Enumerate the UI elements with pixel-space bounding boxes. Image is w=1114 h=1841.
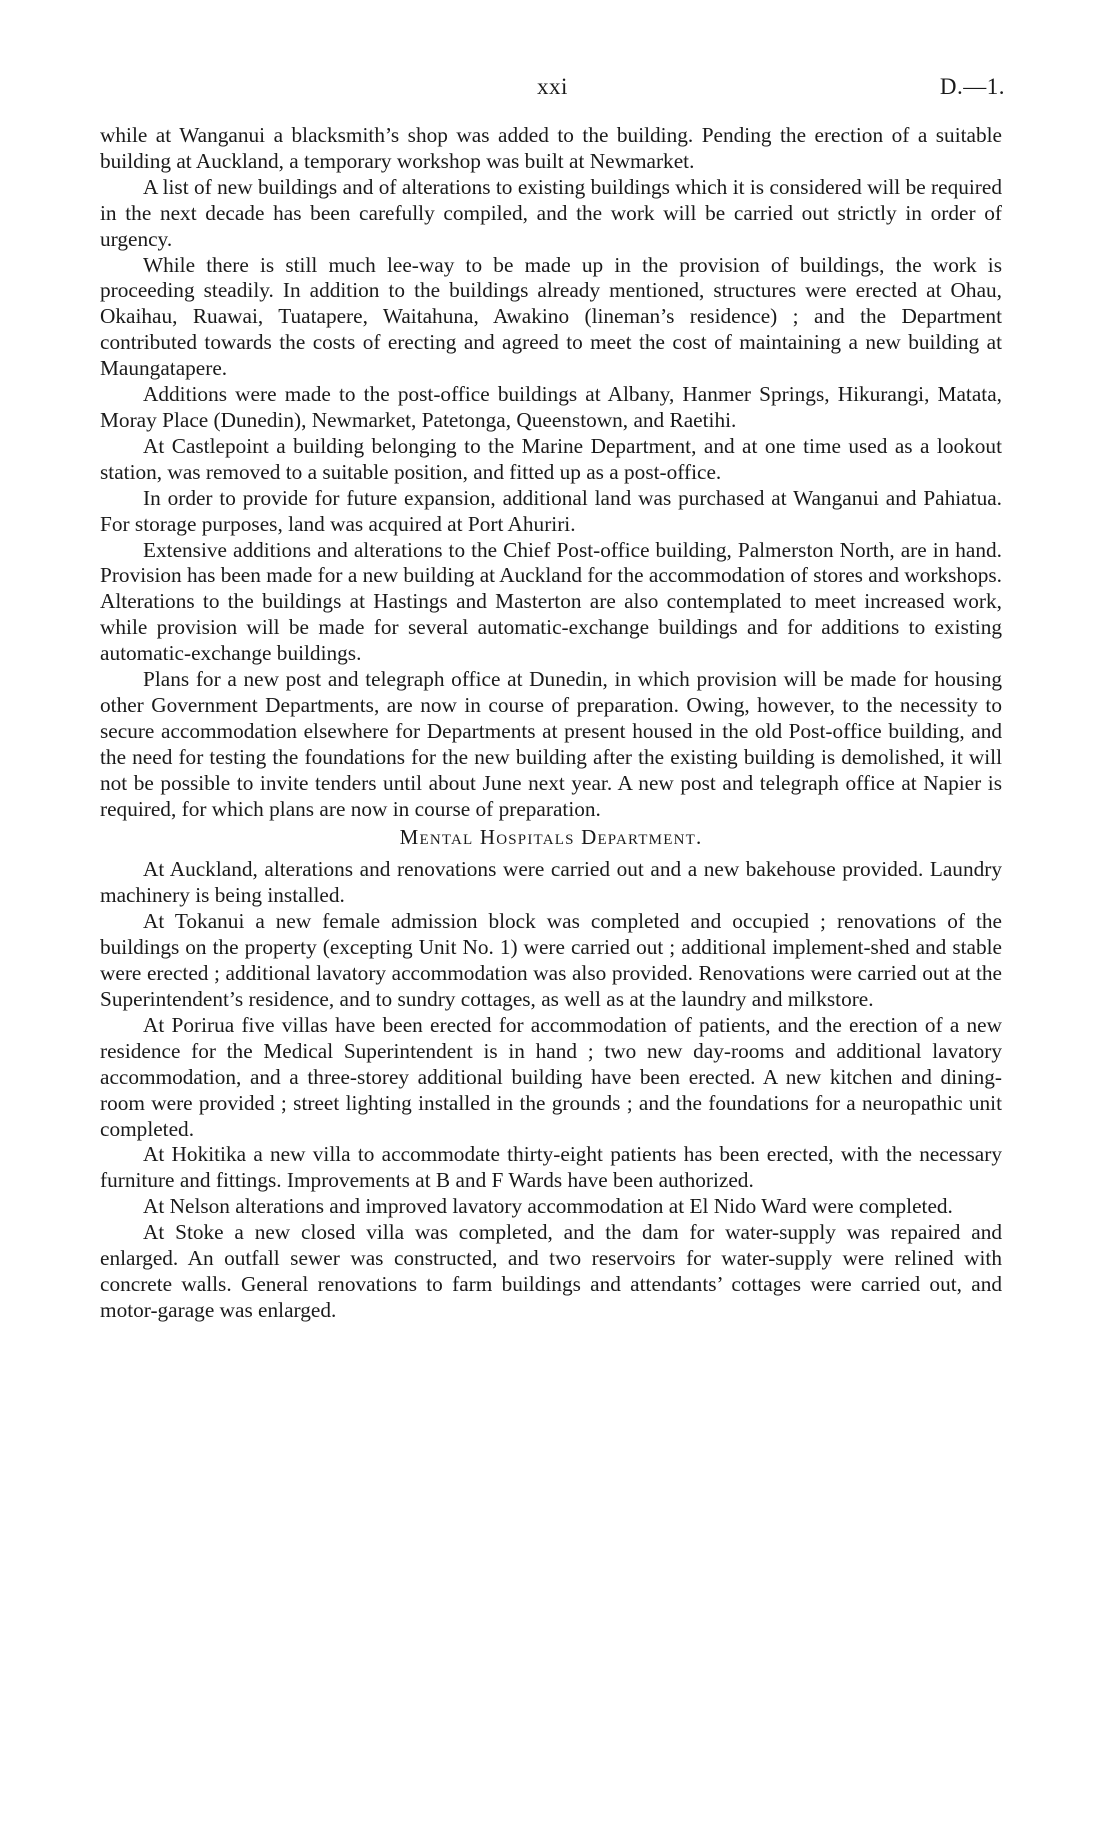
paragraph: Extensive additions and alterations to the Chief Post-office building, Palmerston North, are in hand. Provision has been made for a new building at Auckland for the accommodation of stores and workshops. Alterations to the buildings at Hastings and Masterton are also contemplated to meet increased work, while provision will be made for several automatic-exchange buildings and for additions to existing automatic-exchange buildings. — [100, 537, 1002, 666]
paragraph: At Auckland, alterations and renovations were carried out and a new bakehouse provided. Laundry machinery is being installed. — [100, 857, 1002, 908]
paragraph: At Castlepoint a building belonging to the Marine Department, and at one time used as a lookout station, was removed to a suitable position, and fitted up as a post-office. — [100, 433, 1002, 484]
paragraph: Additions were made to the post-office buildings at Albany, Hanmer Springs, Hikurangi, Matata, Moray Place (Dunedin), Newmarket, Patetonga, Queenstown, and Raetihi. — [100, 382, 1002, 432]
document-reference: D.—1. — [939, 74, 1005, 99]
page-number: xxi — [537, 74, 568, 99]
body-text — [100, 123, 1002, 1324]
paragraph: A list of new buildings and of alterations to existing buildings which it is considered will be required in the next decade has been carefully compiled, and the work will be carried out strictly in order of urgency. — [100, 174, 1002, 251]
paragraph: In order to provide for future expansion, additional land was purchased at Wanganui and Pahiatua. For storage purposes, land was acquired at Port Ahuriri. — [100, 485, 1002, 536]
paragraph: At Tokanui a new female admission block was completed and occupied ; renovations of the buildings on the property (excepting Unit No. 1) were carried out ; additional implement-shed and stable were erected ; additional lavatory accommodation was also provided. Renovations were carried out at the Superintendent’s residence, and to sundry cottages, as well as at the laundry and milkstore. — [100, 909, 1002, 1011]
paragraph: At Nelson alterations and improved lavatory accommodation at El Nido Ward were completed. — [143, 1194, 953, 1219]
paragraph: Plans for a new post and telegraph office at Dunedin, in which provision will be made for housing other Government Departments, are now in course of preparation. Owing, however, to the necessity to secure accommodation elsewhere for Departments at present housed in the old Post-office building, and the need for testing the foundations for the new building after the existing building is demolished, it will not be possible to invite tenders until about June next year. A new post and telegraph office at Napier is required, for which plans are now in course of preparation. — [100, 667, 1002, 821]
section-heading: Mental Hospitals Department. — [399, 825, 703, 850]
paragraph: At Hokitika a new villa to accommodate thirty-eight patients has been erected, with the necessary furniture and fittings. Improvements at B and F Wards have been authorized. — [100, 1142, 1002, 1193]
paragraph: while at Wanganui a blacksmith’s shop was added to the building. Pending the erection of a suitable building at Auckland, a temporary workshop was built at Newmarket. — [100, 123, 1002, 173]
paragraph: While there is still much lee-way to be made up in the provision of buildings, the work is proceeding steadily. In addition to the buildings already mentioned, structures were erected at Ohau, Okaihau, Ruawai, Tuatapere, Waitahuna, Awakino (lineman’s residence) ; and the Department contributed towards the costs of erecting and agreed to meet the cost of maintaining a new building at Maungatapere. — [100, 252, 1002, 381]
page-header — [100, 74, 1005, 104]
paragraph: At Porirua five villas have been erected for accommodation of patients, and the erection of a new residence for the Medical Superintendent is in hand ; two new day-rooms and additional lavatory accommodation, and a three-storey additional building have been erected. A new kitchen and dining-room were provided ; street lighting installed in the grounds ; and the foundations for a neuropathic unit completed. — [100, 1012, 1002, 1141]
paragraph: At Stoke a new closed villa was completed, and the dam for water-supply was repaired and enlarged. An outfall sewer was constructed, and two reservoirs for water-supply were relined with concrete walls. General renovations to farm buildings and attendants’ cottages were carried out, and motor-garage was enlarged. — [100, 1220, 1002, 1322]
